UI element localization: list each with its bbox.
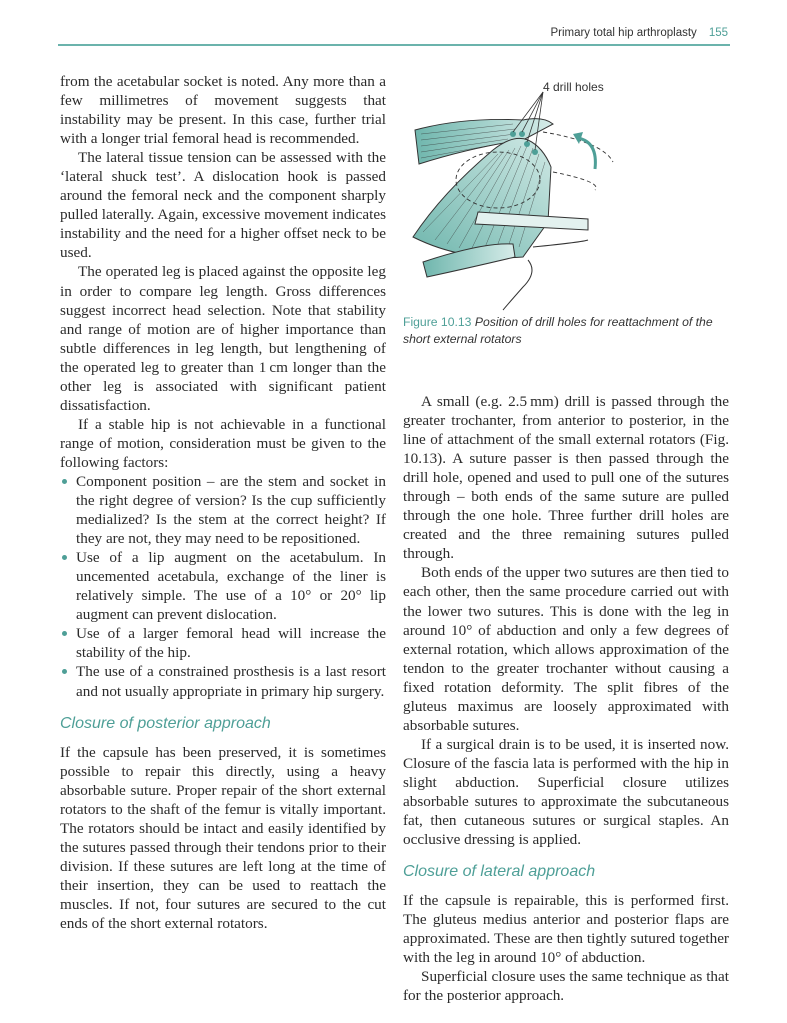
paragraph: Both ends of the upper two sutures are then tied to each other, then the same procedure carried out with the lower two sutures. This is done with the leg in around 10° of abduction and only a few degrees of external rotation, which allows approximation of the tendon to the greater trochanter without causing a fixed rotation deformity. The split fibres of the gluteus maximus are loosely approximated with absorbable sutures. — [403, 564, 729, 734]
left-column — [60, 72, 386, 933]
header-text — [550, 27, 728, 39]
list-item: Use of a lip augment on the acetabulum. In uncemented acetabula, exchange of the liner is relatively simple. The use of a 10° or 20° lip augment can prevent dislocation. — [60, 548, 386, 624]
section-heading: Closure of posterior approach — [60, 714, 271, 732]
running-header — [58, 26, 730, 46]
paragraph: Superficial closure uses the same technique as that for the posterior approach. — [403, 968, 729, 1005]
right-column — [403, 392, 729, 1005]
paragraph: If the capsule has been preserved, it is sometimes possible to repair this directly, using a heavy absorbable suture. Proper repair of the short external rotators to the shaft of the femur is vitally important. The rotators should be intact and easily identified by the sutures passed through their tendons prior to their division. If these sutures are left long at the time of their insertion, they can be used to reattach the muscles. If not, four sutures are secured to the cut ends of the short external rotators. — [60, 743, 386, 932]
paragraph: If the capsule is repairable, this is performed first. The gluteus medius anterior and posterior flaps are approximated. These are then tightly sutured together with the leg in around 10° of abduction. — [403, 892, 729, 967]
running-title: Primary total hip arthroplasty — [550, 27, 697, 39]
factor-list — [60, 472, 386, 701]
figure-caption-text: Position of drill holes for reattachment of the short external rotators — [403, 315, 713, 346]
list-item: Use of a larger femoral head will increase the stability of the hip. — [60, 624, 386, 662]
drill-holes-label: 4 drill holes — [543, 80, 604, 94]
paragraph: The lateral tissue tension can be assessed with the ‘lateral shuck test’. A dislocation hook is passed around the femoral neck and the component sharply pulled laterally. Again, excessive movement indicates instability and the need for a higher offset neck to be used. — [60, 149, 386, 262]
list-item: Component position – are the stem and socket in the right degree of version? Is the cup sufficiently medialized? Is the stem at the correct height? If they are not, they may need to be repositioned. — [60, 472, 386, 548]
paragraph: A small (e.g. 2.5 mm) drill is passed through the greater trochanter, from anterior to posterior, in the line of attachment of the small external rotators (Fig. 10.13). A suture passer is then passed through the drill hole, opened and used to pull one of the sutures through – both ends of the same suture are pulled through the one hole. Three further drill holes are created and the three remaining sutures pulled through. — [403, 393, 729, 563]
figure-illustration — [403, 72, 733, 312]
paragraph: The operated leg is placed against the opposite leg in order to compare leg length. Gross differences suggest incorrect head selection. Note that stability and range of motion are of higher importance than subtle differences in leg length, but lengthening of the operated leg to greater than 1 cm longer than the other leg is associated with significant patient dissatisfaction. — [60, 263, 386, 414]
list-item: The use of a constrained prosthesis is a last resort and not usually appropriate in primary hip surgery. — [60, 662, 386, 700]
paragraph: If a stable hip is not achievable in a functional range of motion, consideration must be given to the following factors: — [60, 415, 386, 471]
figure-number: Figure 10.13 — [403, 315, 472, 329]
paragraph: If a surgical drain is to be used, it is inserted now. Closure of the fascia lata is performed with the hip in slight abduction. Superficial closure utilizes absorbable sutures to approximate the subcutaneous fat, then cutaneous sutures or surgical staples. An occlusive dressing is applied. — [403, 735, 729, 849]
paragraph: from the acetabular socket is noted. Any more than a few millimetres of movement suggests that instability may be present. In this case, further trial with a longer trial femoral head is recommended. — [60, 73, 386, 148]
hip-anatomy-drawing — [403, 72, 733, 312]
figure-caption — [403, 314, 733, 348]
page-number: 155 — [708, 27, 728, 39]
section-heading: Closure of lateral approach — [403, 863, 596, 881]
